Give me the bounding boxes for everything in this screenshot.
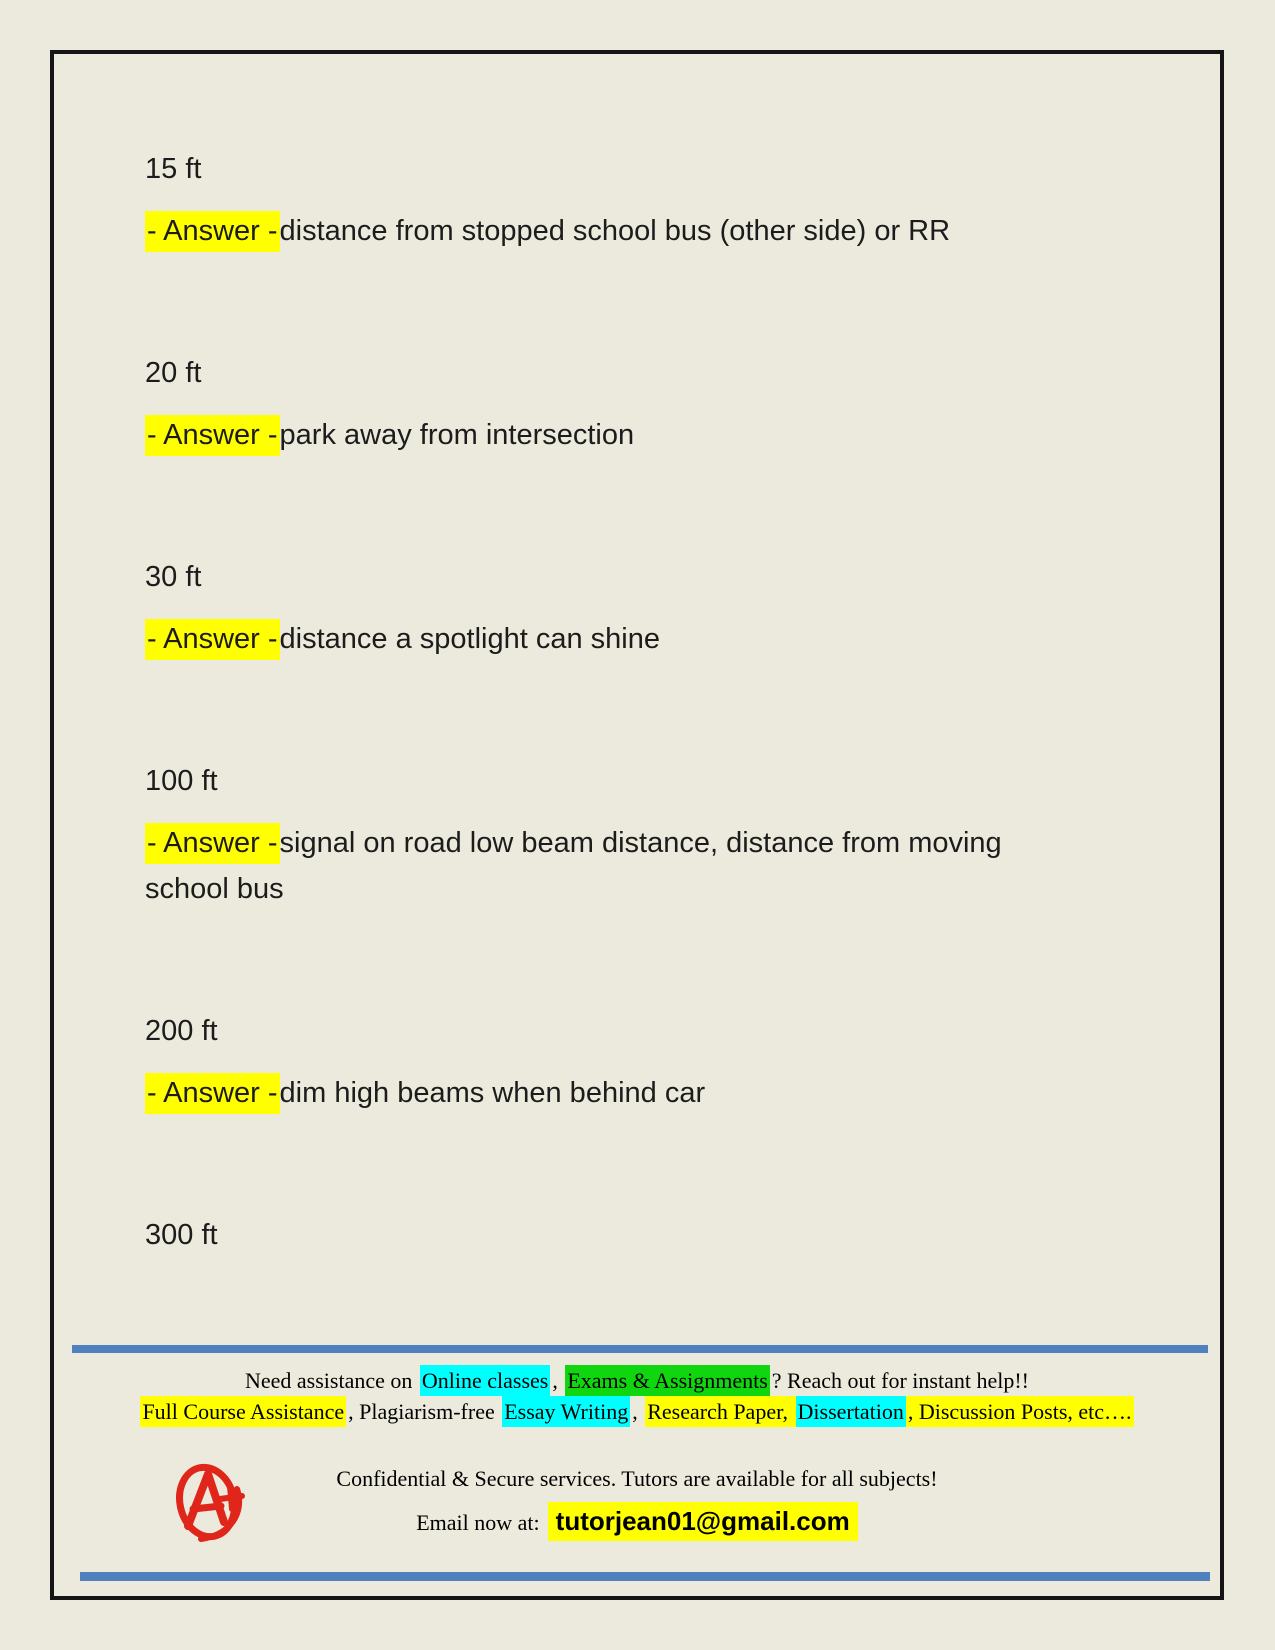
answer-text <box>145 208 1050 254</box>
qa-block <box>145 350 1050 458</box>
footer-services-line: Confidential & Secure services. Tutors are available for all subjects! <box>336 1466 938 1491</box>
answer-body: dim high beams when behind car <box>279 1077 706 1109</box>
promo-highlight-cyan: Online classes <box>420 1365 550 1396</box>
answer-text <box>145 412 1050 458</box>
footer-promo-line1 <box>54 1368 1220 1394</box>
question-text: 300 ft <box>145 1219 218 1251</box>
qa-block <box>145 146 1050 254</box>
qa-block <box>145 554 1050 662</box>
footer-promo-line2 <box>54 1399 1220 1425</box>
footer-divider-bottom <box>80 1572 1210 1581</box>
answer-label-highlight: - Answer - <box>145 823 280 864</box>
promo-text: , <box>632 1399 644 1424</box>
answer-body: park away from intersection <box>279 419 635 451</box>
question-text: 15 ft <box>145 153 202 185</box>
question-text: 20 ft <box>145 357 202 389</box>
promo-text: Need assistance on <box>244 1368 418 1393</box>
answer-body: distance a spotlight can shine <box>279 623 661 655</box>
answer-text <box>145 820 1050 912</box>
question-text: 100 ft <box>145 765 218 797</box>
footer-divider-top <box>72 1345 1208 1353</box>
question-text: 200 ft <box>145 1015 218 1047</box>
answer-body: signal on road low beam distance, distance from moving school bus <box>145 827 1002 905</box>
answer-text <box>145 1070 1050 1116</box>
promo-highlight-yellow: Research Paper, <box>645 1396 795 1427</box>
promo-highlight-cyan: Essay Writing <box>502 1396 630 1427</box>
answer-label-highlight: - Answer - <box>145 1073 280 1114</box>
answer-body: distance from stopped school bus (other side) or RR <box>279 215 951 247</box>
promo-highlight-yellow: Full Course Assistance <box>140 1396 346 1427</box>
answer-label-highlight: - Answer - <box>145 619 280 660</box>
footer-email-line <box>54 1506 1220 1537</box>
email-address: tutorjean01@gmail.com <box>548 1502 858 1541</box>
promo-text: , Plagiarism-free <box>348 1399 501 1424</box>
question-text: 30 ft <box>145 561 202 593</box>
qa-block <box>145 1008 1050 1116</box>
promo-text: ? Reach out for instant help!! <box>771 1368 1029 1393</box>
content-frame <box>50 50 1224 1600</box>
qa-list <box>145 146 1050 1258</box>
answer-label-highlight: - Answer - <box>145 415 280 456</box>
promo-highlight-cyan: Dissertation <box>796 1396 906 1427</box>
promo-text: , <box>552 1368 564 1393</box>
promo-highlight-yellow: , Discussion Posts, etc…. <box>906 1396 1134 1427</box>
email-prefix-label: Email now at: <box>416 1510 540 1535</box>
answer-text <box>145 616 1050 662</box>
promo-highlight-green: Exams & Assignments <box>565 1365 769 1396</box>
answer-label-highlight: - Answer - <box>145 211 280 252</box>
qa-block <box>145 758 1050 912</box>
qa-block <box>145 1212 1050 1258</box>
